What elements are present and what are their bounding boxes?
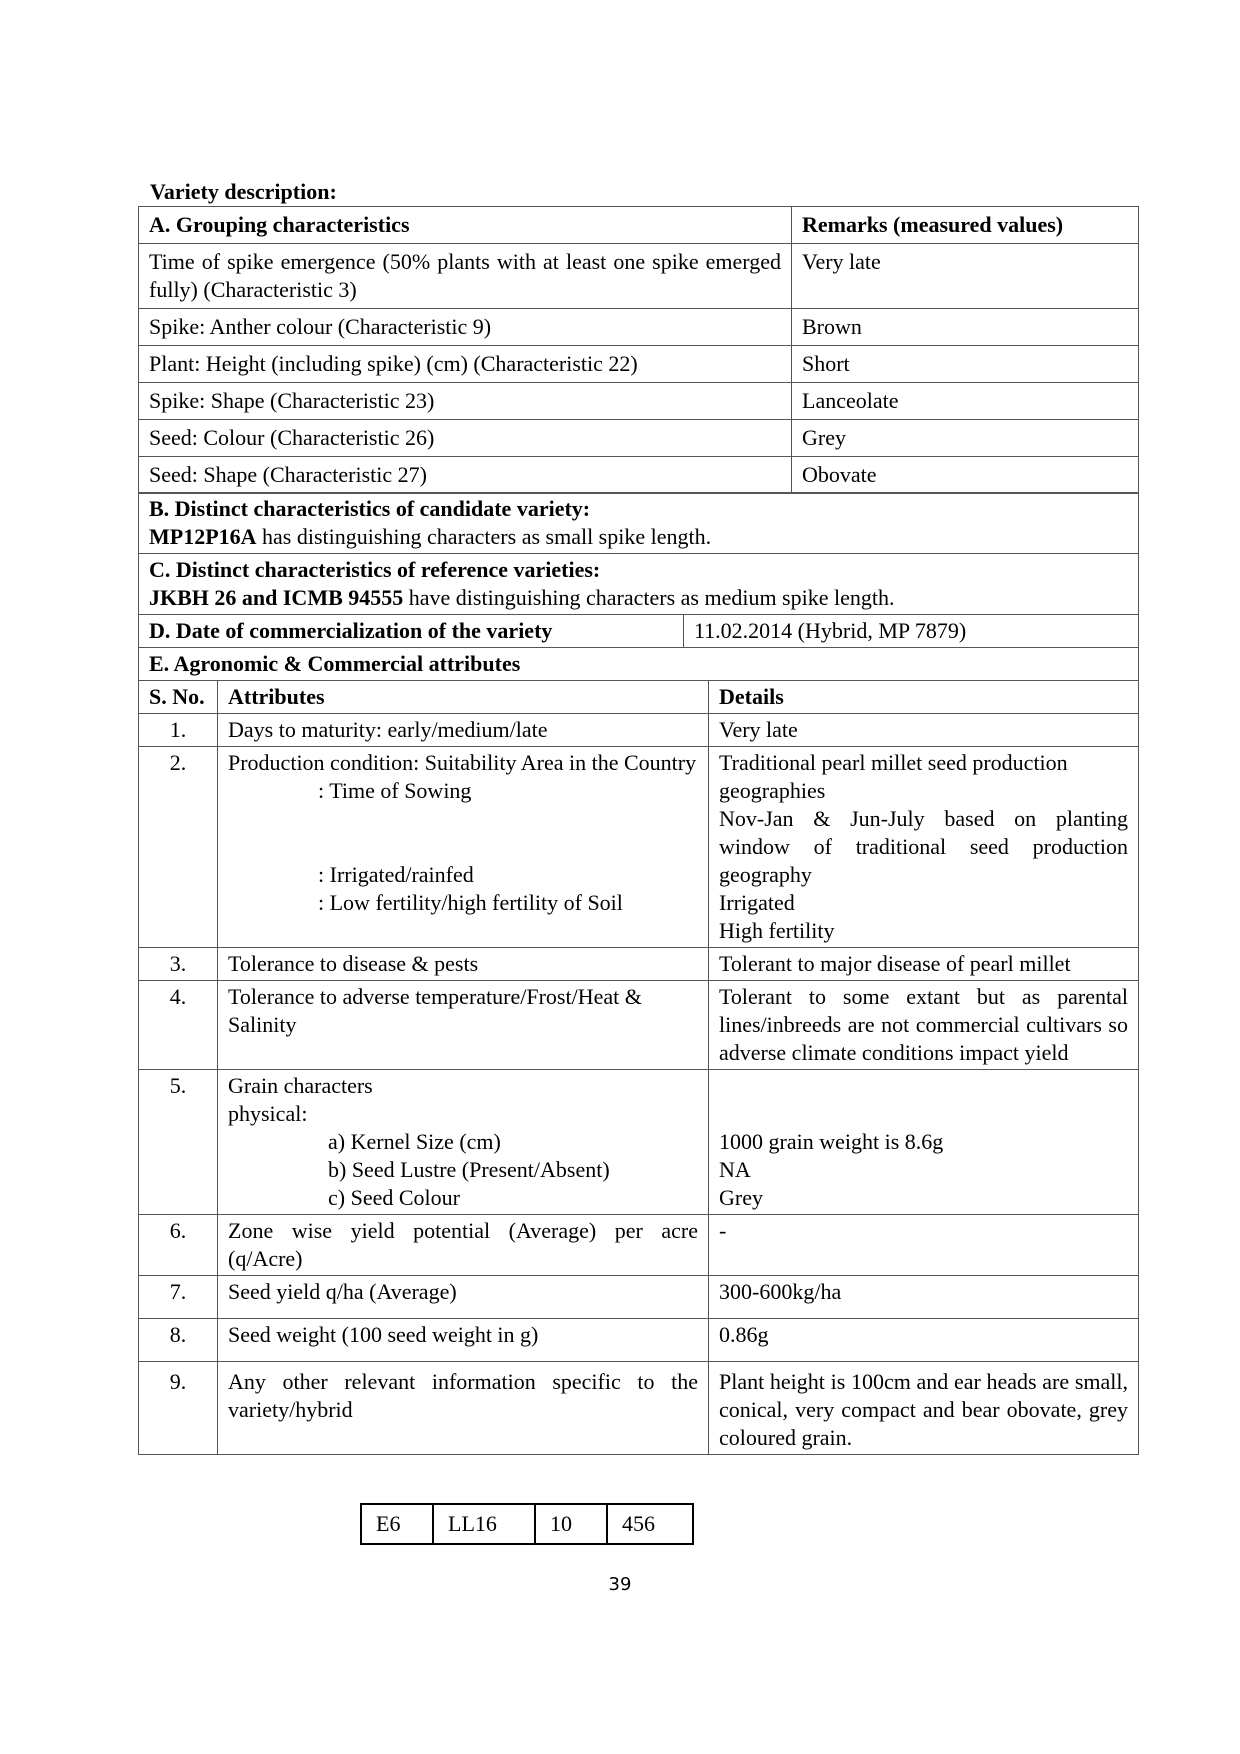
sub-detail: Irrigated [719,890,795,915]
table-row [139,1215,1139,1276]
sub-attribute: c) Seed Colour [328,1185,460,1210]
details-cell: - [709,1215,1139,1276]
attribute-cell [218,1070,709,1215]
attribute-cell: Tolerance to adverse temperature/Frost/Heat & Salinity [218,981,709,1070]
section-b-text: has distinguishing characters as small spike length. [256,524,712,549]
table-row [139,1319,1139,1362]
value-cell: Brown [792,309,1139,346]
section-c-text: have distinguishing characters as medium spike length. [403,585,895,610]
value-cell: Short [792,346,1139,383]
section-b-heading: B. Distinct characteristics of candidate variety: [149,496,591,521]
table-row [139,747,1139,948]
table-row [139,244,1139,309]
attributes-header: Attributes [218,681,709,714]
page-number: 39 [608,1574,632,1595]
value-cell: Very late [792,244,1139,309]
code-cell: 456 [607,1504,693,1544]
attribute-cell: Any other relevant information specific to the variety/hybrid [218,1362,709,1455]
details-text: Traditional pearl millet seed production geographies [719,750,1068,803]
attribute-cell: Seed weight (100 seed weight in g) [218,1319,709,1362]
sub-detail: 1000 grain weight is 8.6g [719,1129,944,1154]
grouping-characteristics-table [138,206,1139,494]
details-cell [709,747,1139,948]
code-box [360,1503,694,1545]
grouping-header: A. Grouping characteristics [139,207,792,244]
attribute-text: Production condition: Suitability Area in the Country [228,750,697,775]
table-row [139,457,1139,494]
characteristic-cell: Plant: Height (including spike) (cm) (Characteristic 22) [139,346,792,383]
details-cell [709,1070,1139,1215]
table-header-row [139,207,1139,244]
sub-attribute: a) Kernel Size (cm) [328,1129,501,1154]
sub-attribute: : Irrigated/rainfed [318,862,474,887]
details-header: Details [709,681,1139,714]
sno-cell: 5. [139,1070,218,1215]
distinct-characteristics-table [138,492,1139,681]
table-row [139,346,1139,383]
page-title: Variety description: [150,179,337,204]
section-e-heading: E. Agronomic & Commercial attributes [139,648,1139,681]
attribute-text: Grain characters [228,1073,373,1098]
details-cell: Plant height is 100cm and ear heads are small, conical, very compact and bear obovate, grey coloured grain. [709,1362,1139,1455]
characteristic-cell: Time of spike emergence (50% plants with at least one spike emerged fully) (Characteristic 3) [139,244,792,309]
attribute-cell: Seed yield q/ha (Average) [218,1276,709,1319]
table-row [139,1070,1139,1215]
section-c-heading: C. Distinct characteristics of reference varieties: [149,557,601,582]
sno-header: S. No. [139,681,218,714]
attribute-cell: Days to maturity: early/medium/late [218,714,709,747]
code-cell: E6 [361,1504,433,1544]
section-b-row [139,493,1139,554]
table-row [139,981,1139,1070]
sub-detail: Grey [719,1185,763,1210]
table-row [139,1276,1139,1319]
sub-detail: Nov-Jan & Jun-July based on planting window of traditional seed production geography [719,806,1128,887]
section-e-heading-row [139,648,1139,681]
table-row [139,1362,1139,1455]
sno-cell: 1. [139,714,218,747]
details-cell: 300-600kg/ha [709,1276,1139,1319]
details-cell: 0.86g [709,1319,1139,1362]
sno-cell: 6. [139,1215,218,1276]
attribute-text-line2: physical: [228,1101,308,1126]
candidate-variety-name: MP12P16A [149,524,257,549]
table-row [139,420,1139,457]
characteristic-cell: Seed: Colour (Characteristic 26) [139,420,792,457]
reference-varieties-names: JKBH 26 and ICMB 94555 [149,585,404,610]
value-cell: Grey [792,420,1139,457]
commercialization-date-label: D. Date of commercialization of the variety [139,615,684,648]
section-c-row [139,554,1139,615]
sub-attribute: : Low fertility/high fertility of Soil [318,890,623,915]
sno-cell: 9. [139,1362,218,1455]
section-d-row [139,615,1139,648]
sno-cell: 2. [139,747,218,948]
section-b-cell [139,493,1139,554]
sno-cell: 8. [139,1319,218,1362]
agronomic-attributes-table [138,680,1139,1455]
table-row [139,383,1139,420]
table-row [139,714,1139,747]
remarks-header: Remarks (measured values) [792,207,1139,244]
sno-cell: 3. [139,948,218,981]
commercialization-date-value: 11.02.2014 (Hybrid, MP 7879) [684,615,1139,648]
attribute-cell [218,747,709,948]
sub-attribute: b) Seed Lustre (Present/Absent) [328,1157,610,1182]
sub-detail: NA [719,1157,751,1182]
sub-attribute: : Time of Sowing [318,778,472,803]
sub-detail: High fertility [719,918,835,943]
section-c-cell [139,554,1139,615]
characteristic-cell: Spike: Shape (Characteristic 23) [139,383,792,420]
table-header-row [139,681,1139,714]
table-row [139,948,1139,981]
sno-cell: 7. [139,1276,218,1319]
table-row [139,309,1139,346]
code-cell: LL16 [433,1504,535,1544]
value-cell: Lanceolate [792,383,1139,420]
characteristic-cell: Seed: Shape (Characteristic 27) [139,457,792,494]
code-cell: 10 [535,1504,607,1544]
details-cell: Tolerant to major disease of pearl millet [709,948,1139,981]
details-cell: Very late [709,714,1139,747]
value-cell: Obovate [792,457,1139,494]
code-box-row [361,1504,693,1544]
sno-cell: 4. [139,981,218,1070]
details-cell: Tolerant to some extant but as parental lines/inbreeds are not commercial cultivars so adverse climate conditions impact yield [709,981,1139,1070]
attribute-cell: Tolerance to disease & pests [218,948,709,981]
characteristic-cell: Spike: Anther colour (Characteristic 9) [139,309,792,346]
attribute-cell: Zone wise yield potential (Average) per acre (q/Acre) [218,1215,709,1276]
